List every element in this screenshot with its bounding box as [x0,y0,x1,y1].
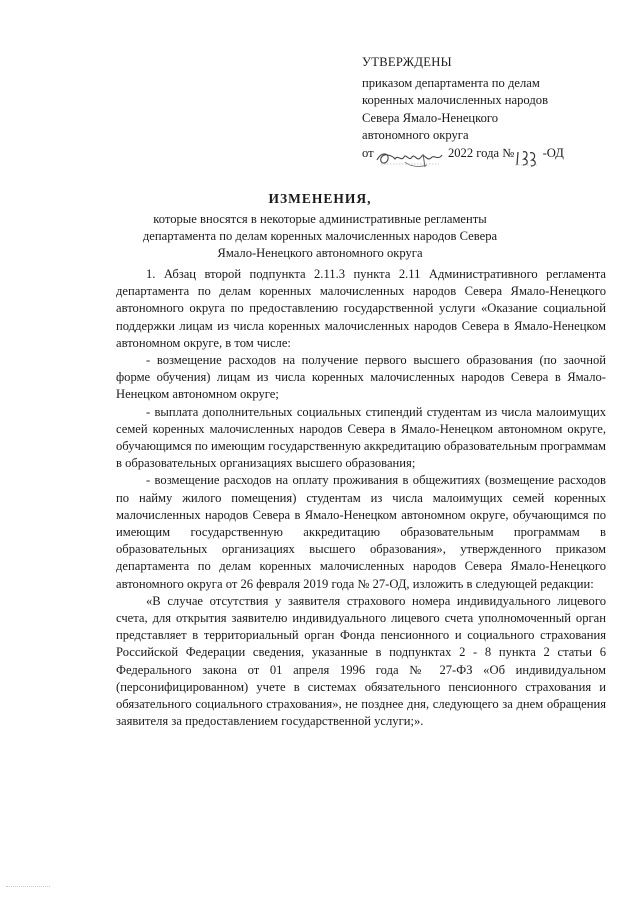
approval-line-2: коренных малочисленных народов [362,93,549,108]
document-title: ИЗМЕНЕНИЯ, [268,191,372,206]
approval-line-3: Севера Ямало-Ненецкого [362,110,499,125]
document-subtitle-line-1: которые вносятся в некоторые административные регламенты [153,212,487,226]
paragraph-2: - возмещение расходов на получение первого высшего образования (по заочной форме обучения) лицам из числа коренных малочисленных народов Севера в Ямало-Ненецком автономном округе; [116,353,606,402]
approval-date-line [362,145,632,162]
paragraph-4: - возмещение расходов на оплату проживания в общежитиях (возмещение расходов по найму жилого помещения) студентам из числа малоимущих семей коренных малочисленных народов Севера в Ямало-Ненецком автономном округе, обучающимся по имеющим государственную аккредитацию образовательным программам в образовательных организациях высшего образования», утвержденного приказом департамента по делам коренных малочисленных народов Севера Ямало-Ненецкого автономного округа от 26 февраля 2019 года № 27-ОД, изложить в следующей редакции: [116,473,606,591]
date-middle: 2022 года № [447,146,515,161]
paragraph-1: 1. Абзац второй подпункта 2.11.3 пункта 2.11 Административного регламента департамента по делам коренных малочисленных народов Севера Ямало-Ненецкого автономного округа по предоставлению государственной услуги «Оказание социальной поддержки лицам из числа коренных малочисленных народов Севера в Ямало-Ненецком автономном округе, в том числе: [116,267,606,350]
scan-artifact [6,884,50,887]
approval-block [362,54,632,162]
document-heading [0,190,640,263]
document-subtitle-line-2: департамента по делам коренных малочисленных народов Севера [142,229,498,244]
approval-line-4: автономного округа [362,127,469,142]
document-body [116,266,606,730]
date-suffix: -ОД [542,146,564,161]
paragraph-5: «В случае отсутствия у заявителя страхового номера индивидуального лицевого счета, для открытия заявителю индивидуального лицевого счета уполномоченный орган представляет в территориальный орган Фонда пенсионного и социального страхования Российской Федерации сведения, указанные в подпунктах 2 - 8 пункта 2 статьи 6 Федерального закона от 01 апреля 1996 года № 27-ФЗ «Об индивидуальном (персонифицированном) учете в системах обязательного пенсионного страхования и обязательного социального страхования», не позднее дня, следующего за днем обращения заявителя за предоставлением государственной услуги;». [116,593,606,729]
date-prefix: от [362,146,374,161]
approval-line-1: приказом департамента по делам [362,76,540,91]
paragraph-3: - выплата дополнительных социальных стипендий студентам из числа малоимущих семей коренных малочисленных народов Севера в Ямало-Ненецком автономном округе, обучающимся по имеющим государственную аккредитацию образовательным программам в образовательных организациях высшего образования; [116,404,606,471]
document-subtitle-line-3: Ямало-Ненецкого автономного округа [217,246,423,261]
approval-title: УТВЕРЖДЕНЫ [362,55,452,69]
